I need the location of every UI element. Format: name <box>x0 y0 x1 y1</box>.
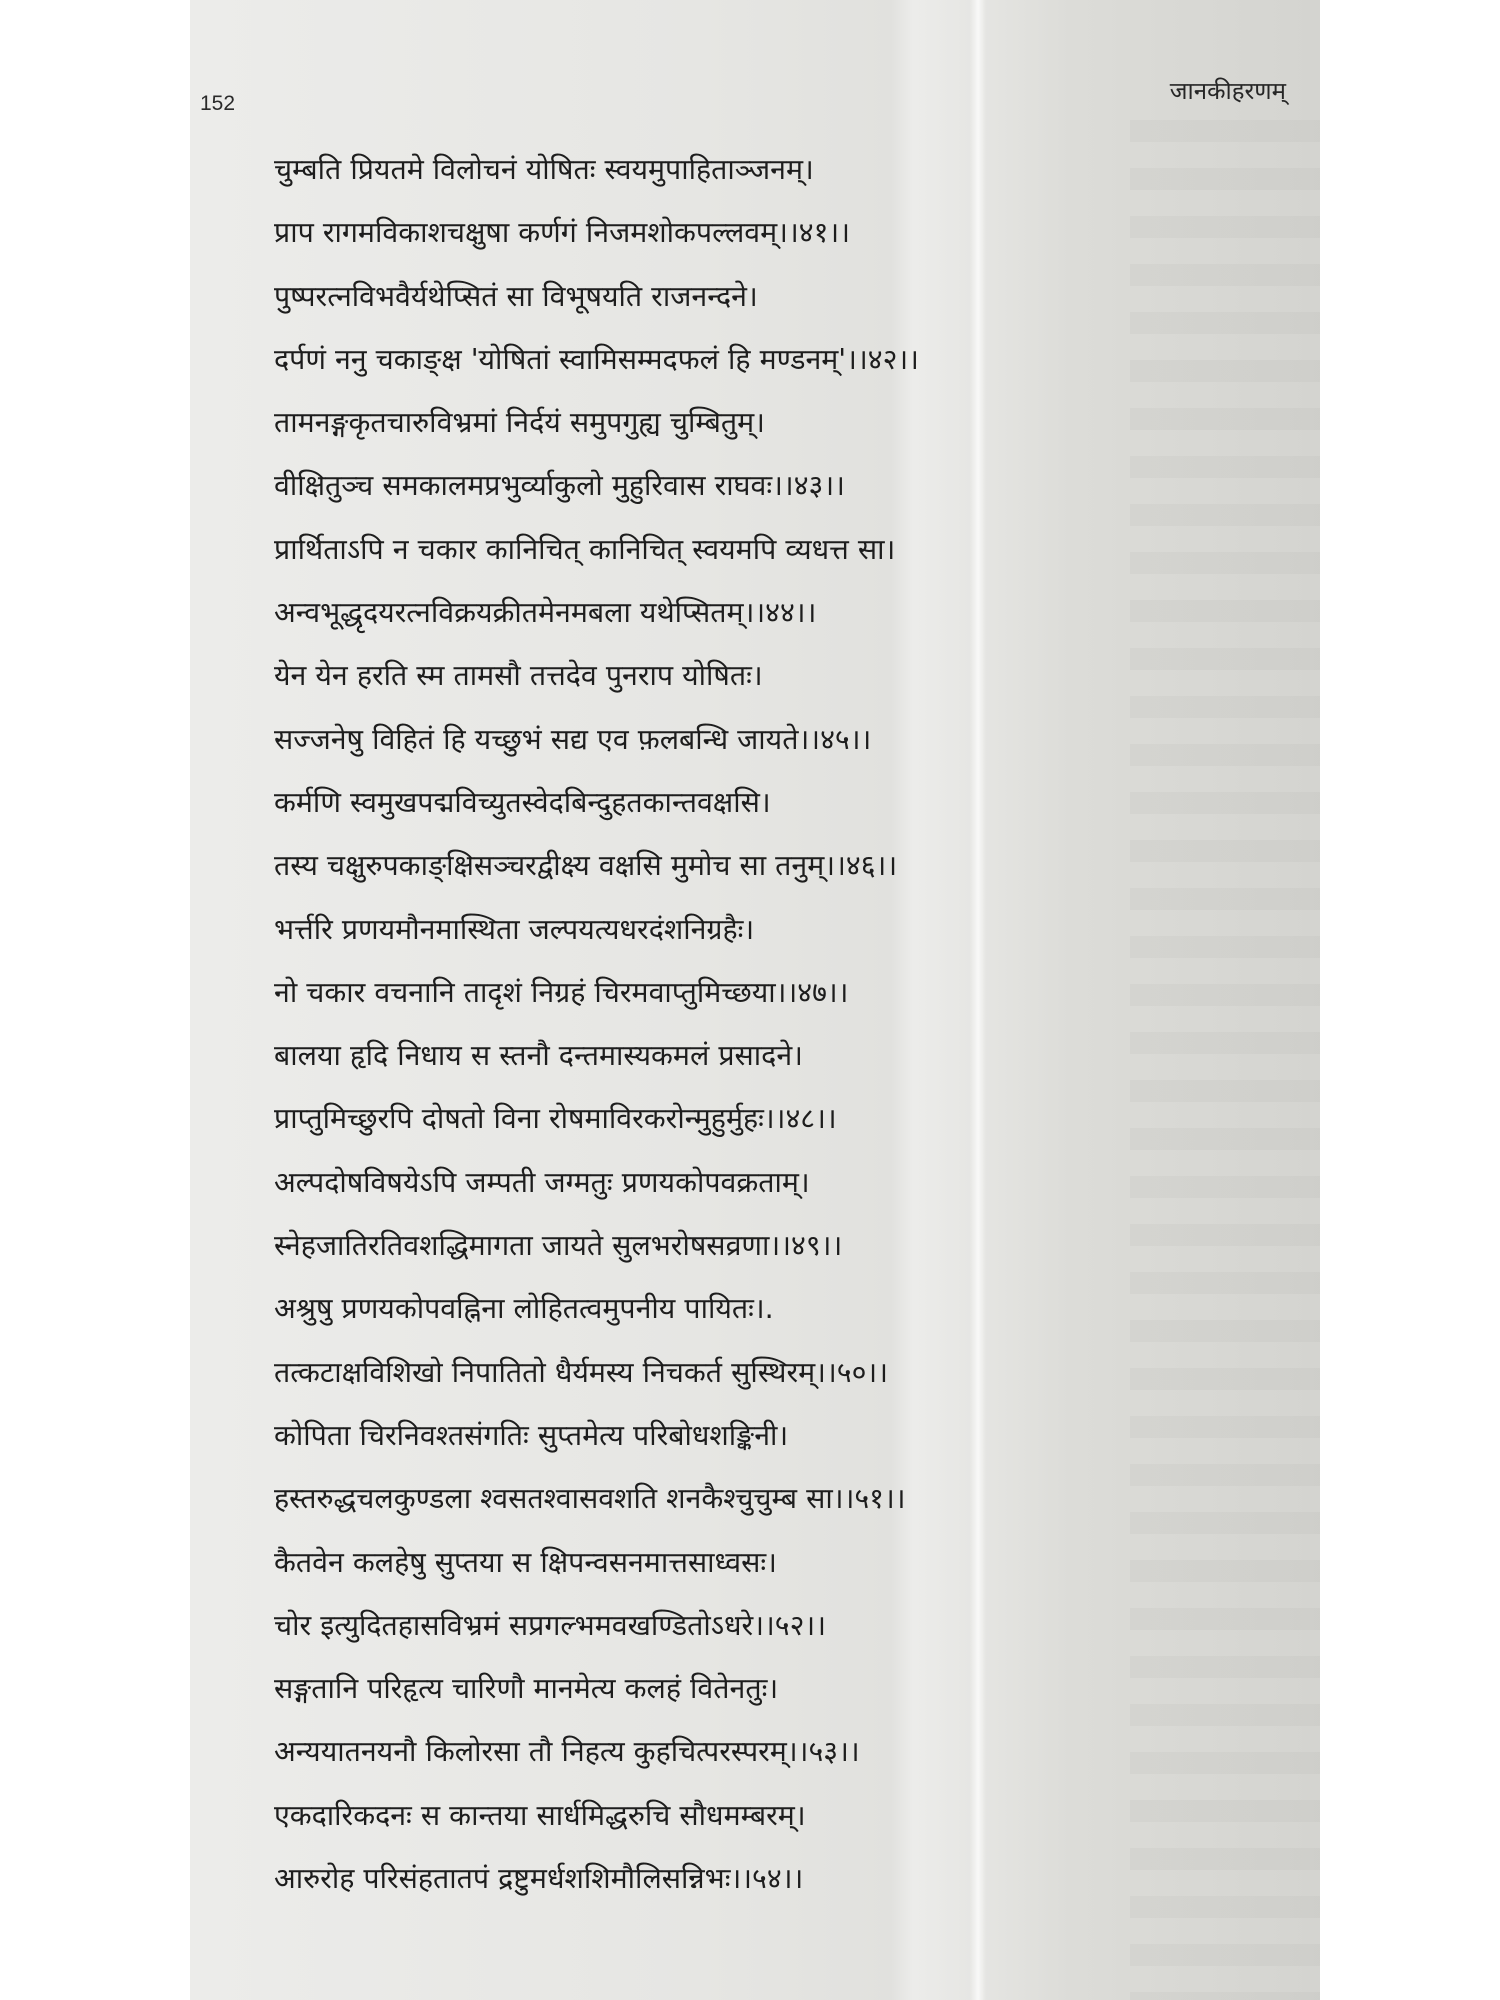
verse-line: दर्पणं ननु चकाङ्क्ष 'योषितां स्वामिसम्मदफलं हि मण्डनम्'।।४२।। <box>274 342 919 376</box>
verse-line: अश्रुषु प्रणयकोपवह्निना लोहितत्वमुपनीय पायितः।. <box>274 1292 774 1326</box>
verse-list <box>274 138 1274 1910</box>
verse-line: स्नेहजातिरतिवशद्धिमागता जायते सुलभरोषसव्रणा।।४९।। <box>274 1229 843 1263</box>
verse-line: प्राप रागमविकाशचक्षुषा कर्णगं निजमशोकपल्लवम्।।४१।। <box>274 216 851 250</box>
book-page <box>190 0 1320 2000</box>
page-number: 152 <box>200 92 236 115</box>
verse-line: प्रार्थिताऽपि न चकार कानिचित् कानिचित् स्वयमपि व्यधत्त सा। <box>274 532 896 566</box>
verse-line: नो चकार वचनानि तादृशं निग्रहं चिरमवाप्तुमिच्छया।।४७।। <box>274 975 849 1009</box>
verse-line: हस्तरुद्धचलकुण्डला श्वसतश्वासवशति शनकैश्चुचुम्ब सा।।५१।। <box>274 1482 906 1516</box>
verse-line: पुष्परत्नविभवैर्यथेप्सितं सा विभूषयति राजनन्दने। <box>274 279 758 313</box>
verse-line: अन्ययातनयनौ किलोरसा तौ निहत्य कुहचित्परस्परम्।।५३।। <box>274 1735 860 1769</box>
verse-line: बालया हृदि निधाय स स्तनौ दन्तमास्यकमलं प्रसादने। <box>274 1039 803 1073</box>
verse-line: तामनङ्गकृतचारुविभ्रमां निर्दयं समुपगुह्य चुम्बितुम्। <box>274 406 765 440</box>
running-head: जानकीहरणम् <box>1169 77 1286 105</box>
verse-line: चुम्बति प्रियतमे विलोचनं योषितः स्वयमुपाहिताञ्जनम्। <box>274 153 814 186</box>
verse-line: कोपिता चिरनिवश्तसंगतिः सुप्तमेत्य परिबोधशङ्किनी। <box>274 1418 789 1452</box>
verse-line: येन येन हरति स्म तामसौ तत्तदेव पुनराप योषितः। <box>274 659 763 693</box>
verse-line: चोर इत्युदितहासविभ्रमं सप्रगल्भमवखण्डितोऽधरे।।५२।। <box>274 1608 827 1642</box>
verse-line: भर्त्तरि प्रणयमौनमास्थिता जल्पयत्यधरदंशनिग्रहैः। <box>274 912 755 946</box>
verse-line: एकदारिकदनः स कान्तया सार्धमिद्धरुचि सौधमम्बरम्। <box>274 1798 806 1832</box>
verse-line: सङ्गतानि परिहृत्य चारिणौ मानमेत्य कलहं वितेनतुः। <box>274 1672 779 1706</box>
verse-line: प्राप्तुमिच्छुरपि दोषतो विना रोषमाविरकरोन्मुहुर्मुहः।।४८।। <box>274 1102 837 1136</box>
verse-line: तस्य चक्षुरुपकाङ्क्षिसञ्चरद्वीक्ष्य वक्षसि मुमोच सा तनुम्।।४६।। <box>274 849 898 883</box>
verse-line: सज्जनेषु विहितं हि यच्छुभं सद्य एव फ़लबन्धि जायते।।४५।। <box>274 722 872 756</box>
verse-line: आरुरोह परिसंहतातपं द्रष्टुमर्धशशिमौलिसन्निभः।।५४।। <box>274 1862 804 1896</box>
verse-line: अल्पदोषविषयेऽपि जम्पती जग्मतुः प्रणयकोपवक्रताम्। <box>274 1165 810 1199</box>
verse-line: अन्वभूद्धृदयरत्नविक्रयक्रीतमेनमबला यथेप्सितम्।।४४।। <box>274 596 817 630</box>
verse-line: कैतवेन कलहेषु सुप्तया स क्षिपन्वसनमात्तसाध्वसः। <box>274 1545 777 1579</box>
verse-line: तत्कटाक्षविशिखो निपातितो धैर्यमस्य निचकर्त सुस्थिरम्।।५०।। <box>274 1355 889 1389</box>
verse-line: वीक्षितुञ्च समकालमप्रभुर्व्याकुलो मुहुरिवास राघवः।।४३।। <box>274 469 845 503</box>
verse-line: कर्मणि स्वमुखपद्मविच्युतस्वेदबिन्दुहतकान्तवक्षसि। <box>274 785 771 819</box>
